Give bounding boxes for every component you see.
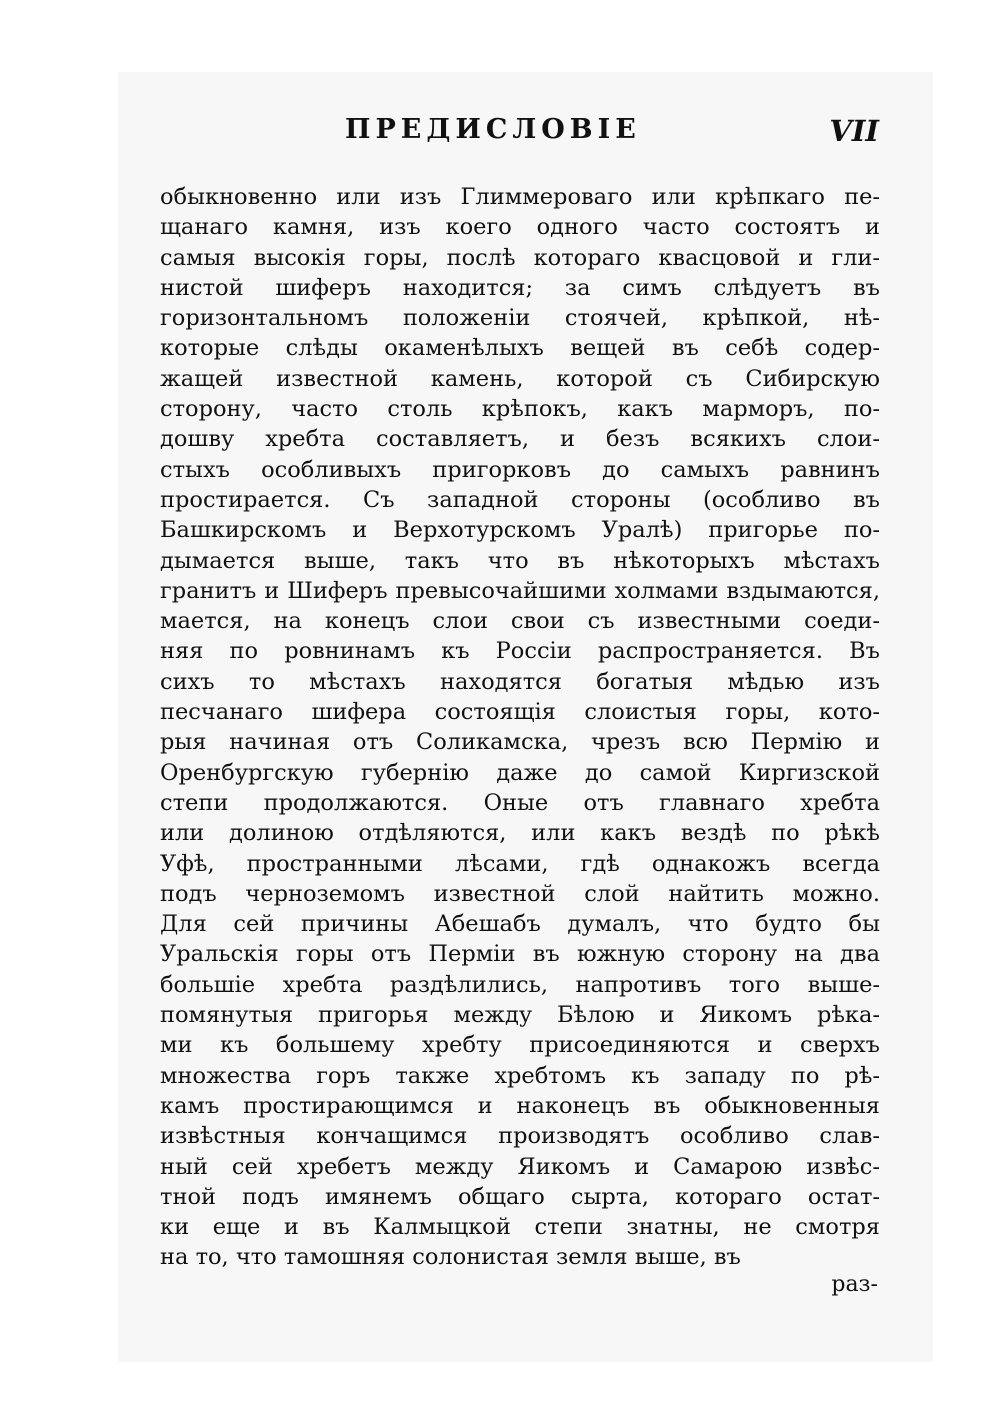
- text-line: ный сей хребетъ между Яикомъ и Самарою извѣс-: [160, 1153, 880, 1180]
- running-title: ПРЕДИСЛОВІЕ: [345, 114, 641, 145]
- text-line: щанаго камня, изъ коего одного часто состоятъ и: [160, 214, 880, 241]
- text-line: которые слѣды окаменѣлыхъ вещей въ себѣ содер-: [160, 335, 880, 362]
- text-line: самыя высокія горы, послѣ котораго квасцовой и гли-: [160, 244, 880, 271]
- text-line: извѣстныя кончащимся производятъ особливо слав-: [160, 1123, 880, 1150]
- text-line: сихъ то мѣстахъ находятся богатыя мѣдью изъ: [160, 668, 880, 695]
- text-line: нистой шиферъ находится; за симъ слѣдуетъ въ: [160, 274, 880, 301]
- text-line: ми къ большему хребту присоединяются и сверхъ: [160, 1032, 880, 1059]
- text-line: мается, на конецъ слои свои съ известными соеди-: [160, 608, 880, 635]
- text-line: множества горъ также хребтомъ къ западу по рѣ-: [160, 1062, 880, 1089]
- text-line: большіе хребта раздѣлились, напротивъ того выше-: [160, 971, 880, 998]
- page-number: VII: [829, 114, 879, 148]
- text-line: гранитъ и Шиферъ превысочайшими холмами вздымаются,: [160, 577, 880, 604]
- text-line: Оренбургскую губернію даже до самой Киргизской: [160, 759, 880, 786]
- catchword: раз-: [831, 1272, 878, 1297]
- text-line: Уральскія горы отъ Перміи въ южную сторону на два: [160, 941, 880, 968]
- text-line: дымается выше, такъ что въ нѣкоторыхъ мѣстахъ: [160, 547, 880, 574]
- text-line: сторону, часто столь крѣпокъ, какъ марморъ, по-: [160, 396, 880, 423]
- text-line: Для сей причины Абешабъ думалъ, что будто бы: [160, 911, 880, 938]
- text-line: стыхъ особливыхъ пригорковъ до самыхъ равнинъ: [160, 456, 880, 483]
- text-line: обыкновенно или изъ Глиммероваго или крѣпкаго пе-: [160, 184, 880, 210]
- text-line: Уфѣ, пространными лѣсами, гдѣ однакожъ всегда: [160, 850, 880, 877]
- text-line: подъ черноземомъ известной слой найтить можно.: [160, 880, 880, 907]
- text-line: рыя начиная отъ Соликамска, чрезъ всю Пермію и: [160, 729, 880, 756]
- text-line: горизонтальномъ положеніи стоячей, крѣпкой, нѣ-: [160, 305, 880, 332]
- text-line: песчанаго шифера состоящія слоистыя горы, кото-: [160, 699, 880, 726]
- text-line: камъ простирающимся и наконецъ въ обыкновенныя: [160, 1092, 880, 1119]
- text-line: или долиною отдѣляются, или какъ вездѣ по рѣкѣ: [160, 820, 880, 847]
- text-line: простирается. Съ западной стороны (особливо въ: [160, 486, 880, 513]
- body-text: [160, 182, 880, 1273]
- text-line: жащей известной камень, которой съ Сибирскую: [160, 365, 880, 392]
- text-line: ки еще и въ Калмыцкой степи знатны, не смотря: [160, 1214, 880, 1241]
- text-line: тной подъ имянемъ общаго сырта, котораго остат-: [160, 1183, 880, 1210]
- text-line: помянутыя пригорья между Бѣлою и Яикомъ рѣка-: [160, 1002, 880, 1029]
- page-header: [163, 114, 883, 158]
- text-line: на то, что тамошняя солонистая земля выше, въ: [160, 1244, 741, 1271]
- text-line: няя по ровнинамъ къ Россіи распространяется. Въ: [160, 638, 880, 665]
- text-line: Башкирскомъ и Верхотурскомъ Уралѣ) пригорье по-: [160, 517, 880, 544]
- text-line: дошву хребта составляетъ, и безъ всякихъ слои-: [160, 426, 880, 453]
- text-line: степи продолжаются. Оные отъ главнаго хребта: [160, 789, 880, 816]
